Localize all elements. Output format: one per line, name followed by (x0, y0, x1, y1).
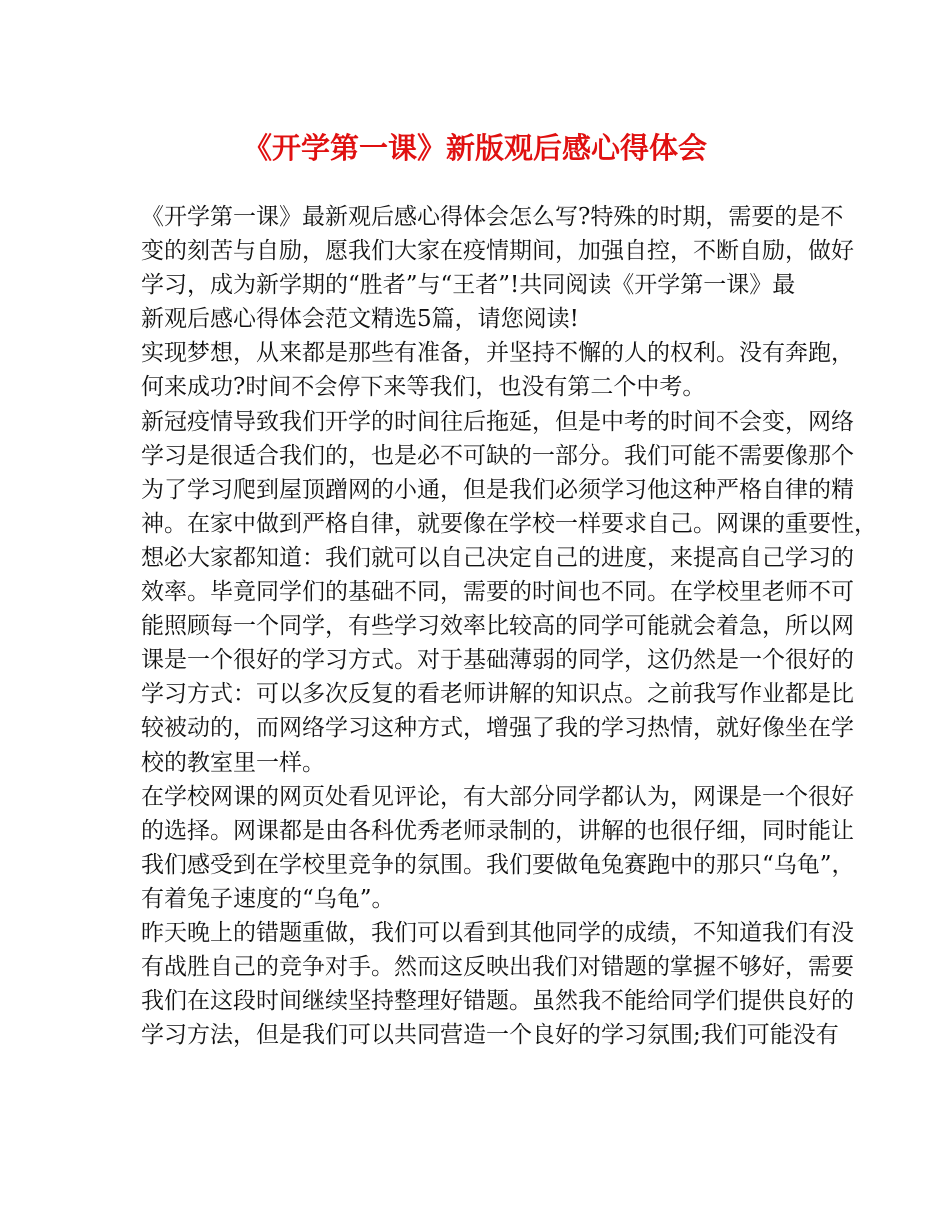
paragraph-line: 能照顾每一个同学，有些学习效率比较高的同学可能就会着急，所以网 (141, 613, 854, 640)
paragraph (141, 916, 854, 1052)
paragraph-line: 学习是很适合我们的，也是必不可缺的一部分。我们可能不需要像那个 (141, 442, 854, 469)
paragraph-line: 学习，成为新学期的“胜者”与“王者”!共同阅读《开学第一课》最 (141, 272, 796, 299)
paragraph-line: 《开学第一课》最新观后感心得体会怎么写?特殊的时期，需要的是不 (141, 204, 844, 230)
paragraph-line: 变的刻苦与自励，愿我们大家在疫情期间，加强自控，不断自励，做好 (141, 238, 854, 265)
paragraph-line: 课是一个很好的学习方式。对于基础薄弱的同学，这仍然是一个很好的 (141, 647, 854, 674)
paragraph-line: 的选择。网课都是由各科优秀老师录制的，讲解的也很仔细，同时能让 (141, 817, 854, 844)
paragraph-line: 较被动的，而网络学习这种方式，增强了我的学习热情，就好像坐在学 (141, 715, 854, 742)
document-title: 《开学第一课》新版观后感心得体会 (242, 131, 707, 165)
paragraph-line: 想必大家都知道：我们就可以自己决定自己的进度，来提高自己学习的 (141, 544, 854, 571)
paragraph-line: 新观后感心得体会范文精选5篇，请您阅读! (141, 306, 579, 333)
paragraph-line: 有战胜自己的竞争对手。然而这反映出我们对错题的掌握不够好，需要 (141, 954, 854, 981)
paragraph (141, 405, 877, 780)
paragraph (141, 200, 854, 336)
paragraph-line: 在学校网课的网页处看见评论，有大部分同学都认为，网课是一个很好 (141, 783, 854, 810)
paragraph-line: 有着兔子速度的“乌龟”。 (141, 885, 395, 912)
paragraph (141, 336, 854, 404)
paragraph-line: 校的教室里一样。 (141, 749, 325, 776)
document-body (141, 200, 877, 1052)
paragraph (141, 780, 855, 916)
paragraph-line: 效率。毕竟同学们的基础不同，需要的时间也不同。在学校里老师不可 (141, 579, 854, 606)
paragraph-line: 为了学习爬到屋顶蹭网的小通，但是我们必须学习他这种严格自律的精 (141, 476, 854, 503)
paragraph-line: 神。在家中做到严格自律，就要像在学校一样要求自己。网课的重要性， (141, 510, 877, 537)
paragraph-line: 昨天晚上的错题重做，我们可以看到其他同学的成绩，不知道我们有没 (141, 919, 854, 946)
paragraph-line: 实现梦想，从来都是那些有准备，并坚持不懈的人的权利。没有奔跑， (141, 340, 854, 367)
paragraph-line: 学习方式：可以多次反复的看老师讲解的知识点。之前我写作业都是比 (141, 681, 854, 708)
paragraph-line: 我们感受到在学校里竞争的氛围。我们要做龟兔赛跑中的那只“乌龟”， (141, 851, 855, 878)
paragraph-line: 我们在这段时间继续坚持整理好错题。虽然我不能给同学们提供良好的 (141, 988, 854, 1015)
paragraph-line: 何来成功?时间不会停下来等我们，也没有第二个中考。 (141, 374, 706, 401)
paragraph-line: 新冠疫情导致我们开学的时间往后拖延，但是中考的时间不会变，网络 (141, 408, 854, 435)
paragraph-line: 学习方法，但是我们可以共同营造一个良好的学习氛围;我们可能没有 (141, 1022, 839, 1049)
